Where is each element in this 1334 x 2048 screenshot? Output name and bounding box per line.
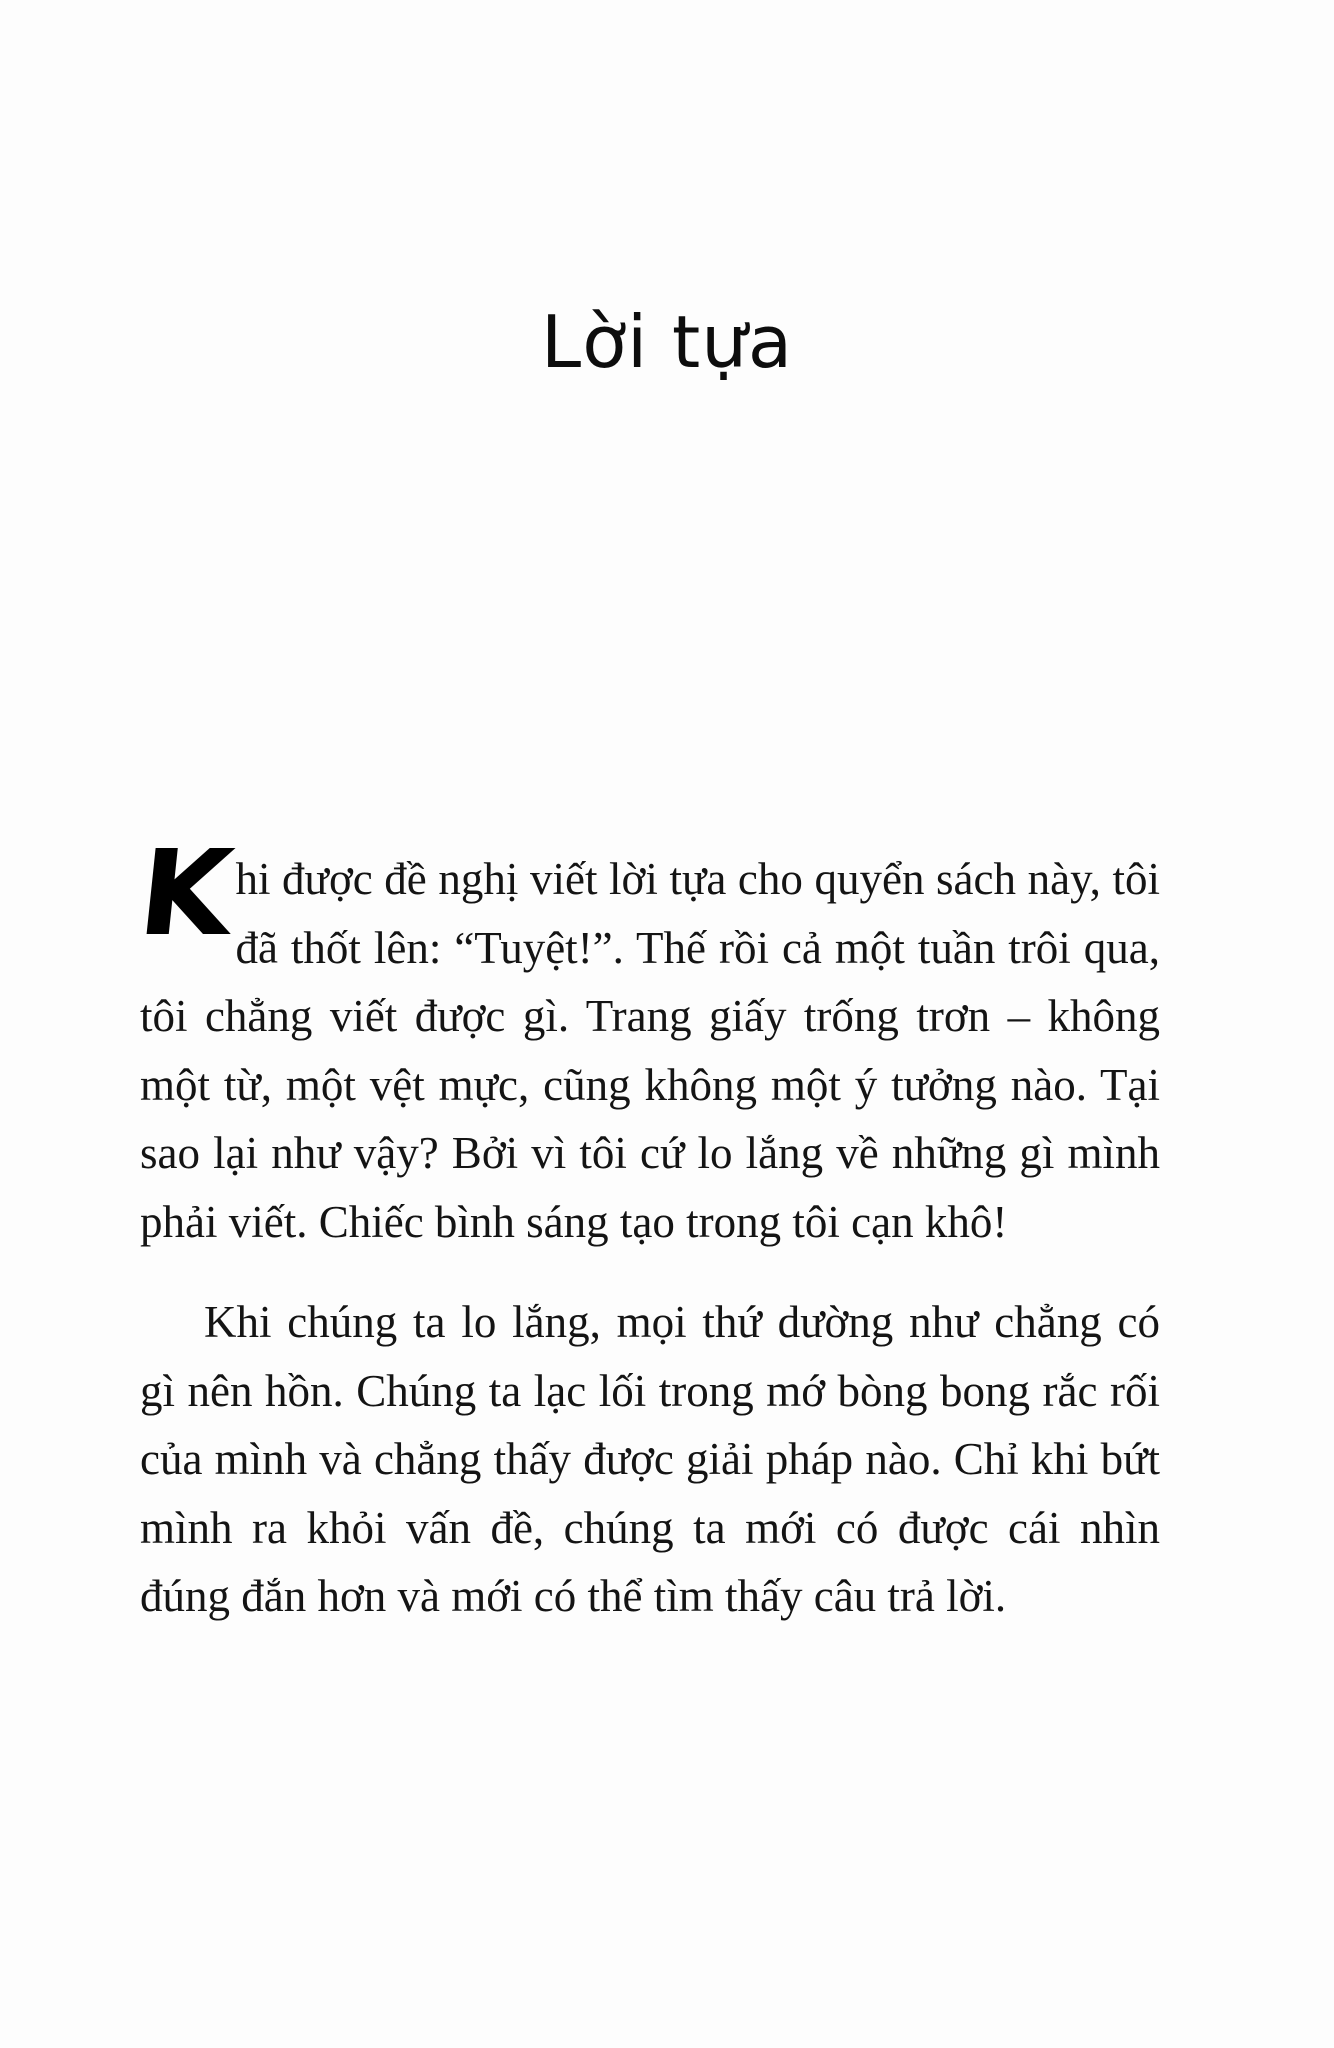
paragraph-2 [140, 1288, 1160, 1631]
paragraph-1-text: hi được đề nghị viết lời tựa cho quyển sách này, tôi đã thốt lên: “Tuyệt!”. Thế rồi cả một tuần trôi qua, tôi chẳng viết được gì. Trang giấy trống trơn – không một từ, một vệt mực, cũng không một ý tưởng nào. Tại sao lại như vậy? Bởi vì tôi cứ lo lắng về những gì mình phải viết. Chiếc bình sáng tạo trong tôi cạn khô! [140, 854, 1160, 1247]
paragraph-1 [132, 824, 1160, 1256]
paragraph-2-text: Khi chúng ta lo lắng, mọi thứ dường như chẳng có gì nên hồn. Chúng ta lạc lối trong mớ bòng bong rắc rối của mình và chẳng thấy được giải pháp nào. Chỉ khi bứt mình ra khỏi vấn đề, chúng ta mới có được cái nhìn đúng đắn hơn và mới có thể tìm thấy câu trả lời. [140, 1297, 1160, 1621]
body-text [132, 824, 1160, 1631]
drop-cap: K [132, 824, 239, 962]
page-title: Lời tựa [540, 300, 794, 384]
